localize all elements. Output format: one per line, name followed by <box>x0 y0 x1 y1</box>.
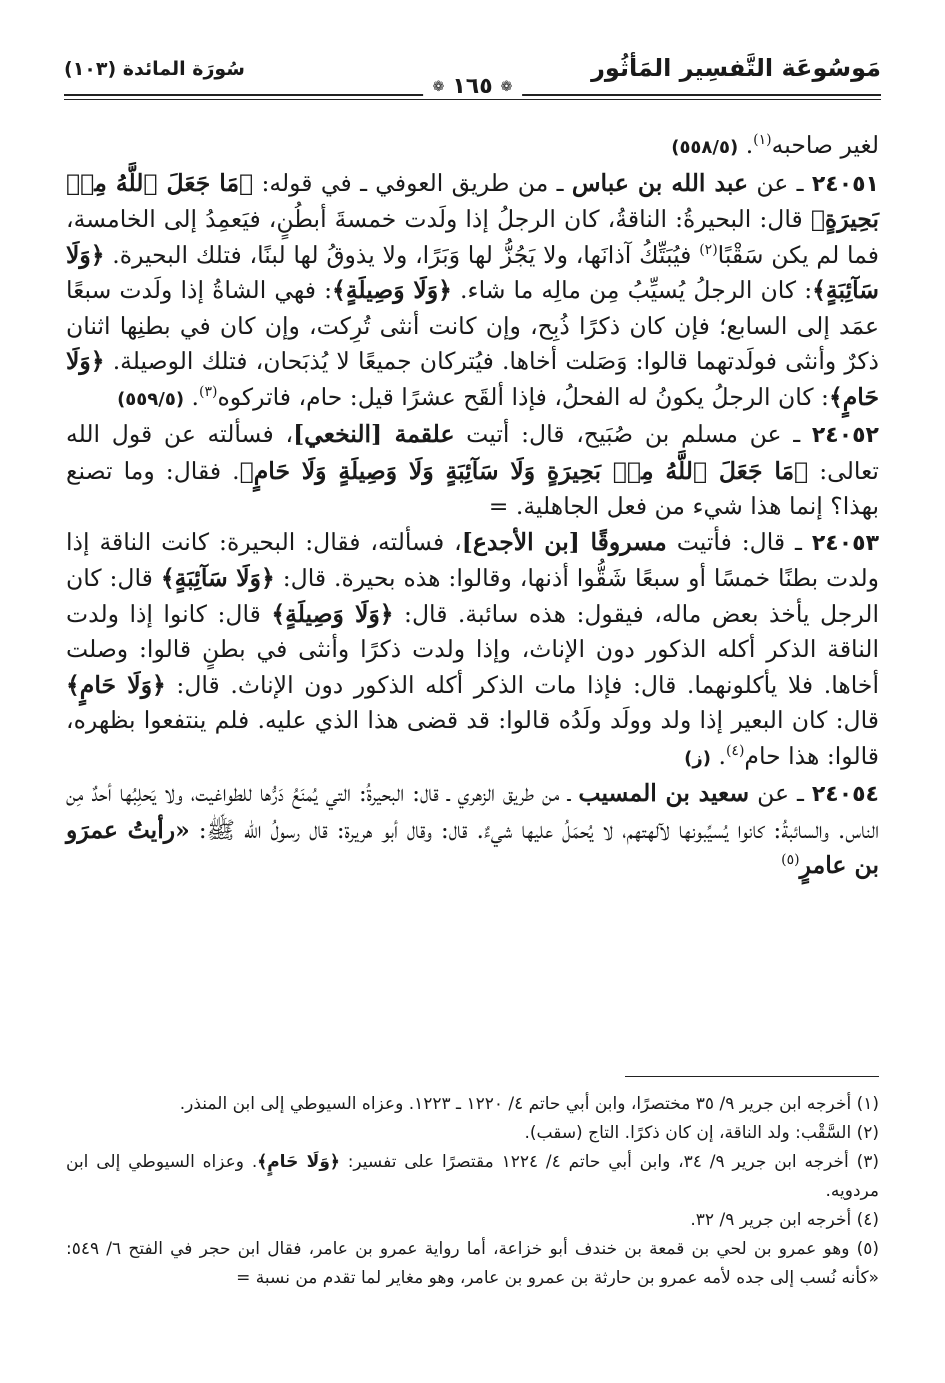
footnote: (١) أخرجه ابن جرير ٩/ ٣٥ مختصرًا، وابن أبي حاتم ٤/ ١٢٢٠ ـ ١٢٢٣. وعزاه السيوطي إلى ابن المنذر. <box>179 1094 879 1114</box>
quran-quote: ﴿مَا جَعَلَ ٱللَّهُ مِنۢ بَحِيرَةٍ وَلَا سَآئِبَةٍ وَلَا وَصِيلَةٍ وَلَا حَامٍ﴾ <box>239 456 809 485</box>
narrator-name: عبد الله بن عباس <box>571 168 748 197</box>
footnotes <box>66 1090 879 1293</box>
ornament-icon: ❁ <box>500 78 513 95</box>
narration <box>66 776 879 884</box>
text: ، فسألته، فقال: البحيرة: كانت الناقة إذا ولدت بطنًا خمسًا أو سبعًا شَقُّوا أذنها، وقالوا: هذه بحيرة. قال: <box>66 527 879 592</box>
text: : فهي الشاةُ إذا ولَدت سبعًا عمَد إلى السابع؛ فإن كان ذكرًا ذُبِح، وإن كانت أنثى تُرِكت، وإن كان في بطنِها اثنان ذكرٌ وأنثى فولَدتهما قالوا: وَصَلت أخاها. فيُتركان جميعًا لا يُذبَحان، فتلك الوصيلة. <box>66 276 879 375</box>
header-rule-thin <box>64 99 881 100</box>
quran-quote: ﴿وَلَا سَآئِبَةٍ﴾ <box>66 240 879 304</box>
narrator-name: سعيد بن المسيب <box>578 779 750 807</box>
quran-quote: ﴿وَلَا سَآئِبَةٍ﴾ <box>160 564 275 592</box>
text: . <box>745 131 754 159</box>
reference: (٥٥٩/٥) <box>117 388 185 410</box>
text: ـ قال: فأتيت <box>666 527 812 556</box>
text: . وعزاه السيوطي إلى ابن مردويه. <box>66 1152 879 1201</box>
page-number: ١٦٥ <box>452 74 493 99</box>
reference: (ز) <box>684 747 711 769</box>
narration-number: ٢٤٠٥٢ <box>811 423 879 448</box>
footnote-marker: (٢) <box>699 241 718 258</box>
text: قال: البحيرةُ: الناقةُ، كان الرجلُ إذا ولَدت خمسةَ أبطُنٍ، فيَعمِدُ إلى الخامسة، فما لم يكن سَقْبًا <box>66 205 879 269</box>
narration-number: ٢٤٠٥٤ <box>811 782 879 807</box>
footnote: (٥) وهو عمرو بن لحي بن قمعة بن خندف أبو خزاعة، أما رواية عمرو بن عامر، فقال ابن حجر في الفتح ٦/ ٥٤٩: «كأنه نُسب إلى جده لأمه عمرو بن حارثة بن عمرو بن عامر، وهو مغاير لما تقدم من نسبة = <box>66 1239 879 1288</box>
quran-quote: ﴿وَلَا وَصِيلَةٍ﴾ <box>271 599 394 628</box>
quran-quote: ﴿وَلَا حَامٍ﴾ <box>66 670 166 699</box>
surah-label: سُورَة المائدة (١٠٣) <box>64 58 245 80</box>
quran-quote: ﴿وَلَا وَصِيلَةٍ﴾ <box>332 276 452 304</box>
narration <box>66 417 879 525</box>
footnote-marker: (٤) <box>725 742 745 759</box>
page-number-box <box>423 74 523 99</box>
footnote-divider <box>625 1076 879 1077</box>
narration <box>66 166 879 418</box>
ornament-icon: ❁ <box>432 78 445 95</box>
quran-quote: ﴿وَلَا حَامٍ﴾ <box>66 347 879 411</box>
text: . <box>184 382 200 411</box>
page-header <box>64 50 881 114</box>
narrator-name: علقمة [النخعي] <box>293 420 455 448</box>
narration-number: ٢٤٠٥٣ <box>811 530 879 556</box>
text: : كان الرجلُ يُسيِّبُ مِن مالِه ما شاء. <box>451 276 813 304</box>
footnote: (٢) السَّقْب: ولد الناقة، إن كان ذكرًا. التاج (سقب). <box>524 1123 879 1143</box>
footnote-marker: (٣) <box>199 383 218 400</box>
text: . فقال: وما تصنع بهذا؟ إنما هذا شيء من فعل الجاهلية. = <box>66 456 879 520</box>
hadith-quote: «رأيتُ عمرَو بن عامرٍ <box>66 815 879 879</box>
main-text <box>66 128 879 884</box>
text: : كان الرجلُ يكونُ له الفحلُ، فإذا ألقَح عشرًا قيل: حام، فاتركوه <box>217 382 829 411</box>
reference: (٥٥٨/٥) <box>671 137 739 158</box>
text: (٣) أخرجه ابن جرير ٩/ ٣٤، وابن أبي حاتم ٤/ ١٢٢٤ مقتصرًا على تفسير: <box>339 1152 879 1172</box>
quran-quote: ﴿وَلَا حَامٍ﴾ <box>257 1152 340 1172</box>
text: ـ من طريق العوفي ـ في قوله: <box>253 168 572 197</box>
text: قال: كان الرجل يأخذ بعض ماله، فيقول: هذه سائبة. قال: <box>66 564 879 628</box>
narration <box>66 525 879 777</box>
text: ـ عن <box>747 168 812 197</box>
text: لغير صاحبه <box>771 131 879 159</box>
footnote <box>66 1148 879 1206</box>
book-title: مَوسُوعَة التَّفسِير المَأثُور <box>591 54 881 82</box>
text: قال: كانوا إذا ولدت الناقة الذكر أكله الذكور دون الإناث، وإذا ولدت ذكرًا وأنثى في بطنٍ قالوا: وصلت أخاها. فلا يأكلونهما. قال: فإذا مات الذكر أكله الذكور دون الإناث. قال: <box>66 599 879 699</box>
text: ـ من طريق الزهري ـ قال: البحيرةُ: التي يُمنَعُ دَرُّها للطواغيت، ولا يَحلِبُها أحدٌ مِن الناس. والسائبةُ: كانوا يُسيِّبونها لآلهتهم، لا يُحمَلُ عليها شيءٌ. قال: وقال أبو هريرة: قال رسولُ الله ﷺ: <box>66 779 879 844</box>
quran-quote: ﴿مَا جَعَلَ ٱللَّهُ مِنۢ بَحِيرَةٍ﴾ <box>66 168 879 233</box>
text: ـ عن مسلم بن صُبَيح، قال: أتيت <box>454 420 812 448</box>
text: . <box>711 741 726 770</box>
text: فيُبَتِّكُ آذانَها، ولا يَجُزُّ لها وَبَرًا، ولا يذوقُ لها لبنًا، فتلك البحيرة. <box>104 240 700 269</box>
narration-number: ٢٤٠٥١ <box>811 171 879 197</box>
paragraph <box>66 128 879 166</box>
footnote-marker: (١) <box>753 132 772 149</box>
text: ـ عن <box>749 779 812 807</box>
footnote-marker: (٥) <box>781 852 800 869</box>
footnote: (٤) أخرجه ابن جرير ٩/ ٣٢. <box>690 1210 879 1230</box>
text: قال: كان البعير إذا ولد وولَد ولَدُه قالوا: قد قضى هذا الذي عليه. فلم ينتفعوا بظهره، قالوا: هذا حام <box>66 706 879 770</box>
text: ، فسألته عن قول الله تعالى: <box>66 420 879 485</box>
narrator-name: مسروقًا [بن الأجدع] <box>461 527 667 556</box>
